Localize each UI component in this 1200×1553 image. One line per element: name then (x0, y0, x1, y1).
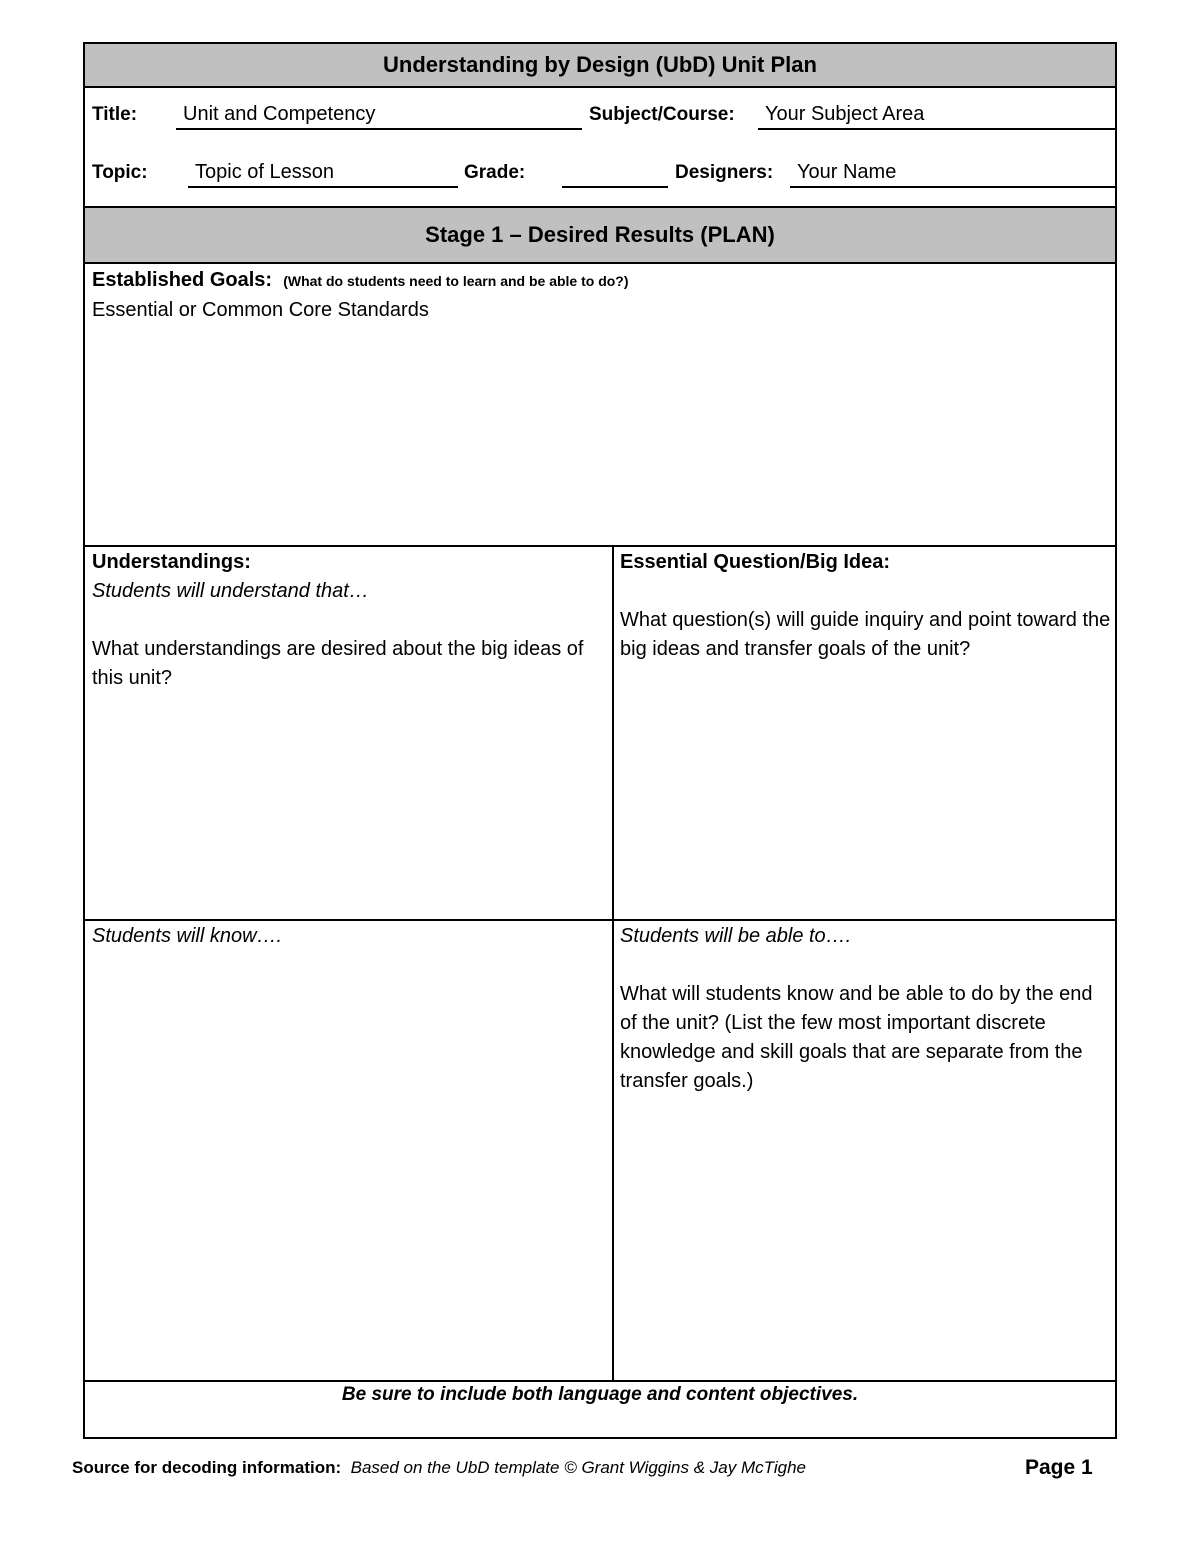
objectives-note: Be sure to include both language and content objectives. (341, 1384, 859, 1405)
title-field[interactable]: Unit and Competency (176, 100, 582, 130)
question-label: Essential Question/Big Idea: (620, 551, 891, 573)
source-text: Based on the UbD template © Grant Wiggins & Jay McTighe (350, 1458, 806, 1477)
column-divider (612, 545, 614, 1382)
goals-hint: (What do students need to learn and be able to do?) (283, 273, 629, 289)
form-title: Understanding by Design (UbD) Unit Plan (85, 44, 1115, 88)
page-number: Page 1 (1025, 1456, 1093, 1479)
able-prompt: What will students know and be able to do by the end of the unit? (List the few most important discrete knowledge and skill goals that are separate from the transfer goals.) (620, 983, 1093, 1092)
topic-label: Topic: (92, 162, 148, 183)
divider (85, 919, 1115, 921)
grade-label: Grade: (464, 162, 526, 183)
topic-field[interactable]: Topic of Lesson (188, 158, 458, 188)
goals-label: Established Goals: (92, 269, 273, 291)
able-intro: Students will be able to…. (620, 925, 852, 947)
designers-label: Designers: (675, 162, 774, 183)
understandings-prompt: What understandings are desired about the big ideas of this unit? (92, 638, 584, 689)
unit-plan-form (83, 42, 1117, 1439)
designers-field[interactable]: Your Name (790, 158, 1115, 188)
essential-question-cell[interactable] (620, 548, 1112, 664)
source-label: Source for decoding information: (72, 1458, 342, 1477)
understandings-intro: Students will understand that… (92, 580, 369, 602)
goals-cell[interactable] (92, 266, 1107, 325)
divider (85, 1380, 1115, 1382)
know-cell[interactable] (92, 922, 604, 951)
source-footer (72, 1458, 806, 1478)
grade-field[interactable] (562, 158, 668, 188)
title-label: Title: (92, 104, 138, 125)
question-prompt: What question(s) will guide inquiry and point toward the big ideas and transfer goals of the unit? (620, 609, 1111, 660)
divider (85, 545, 1115, 547)
understandings-cell[interactable] (92, 548, 604, 693)
know-intro: Students will know…. (92, 925, 283, 947)
able-cell[interactable] (620, 922, 1112, 1096)
subject-field[interactable]: Your Subject Area (758, 100, 1115, 130)
goals-text: Essential or Common Core Standards (92, 299, 429, 321)
stage1-heading: Stage 1 – Desired Results (PLAN) (85, 206, 1115, 264)
subject-label: Subject/Course: (589, 104, 735, 125)
understandings-label: Understandings: (92, 551, 251, 573)
